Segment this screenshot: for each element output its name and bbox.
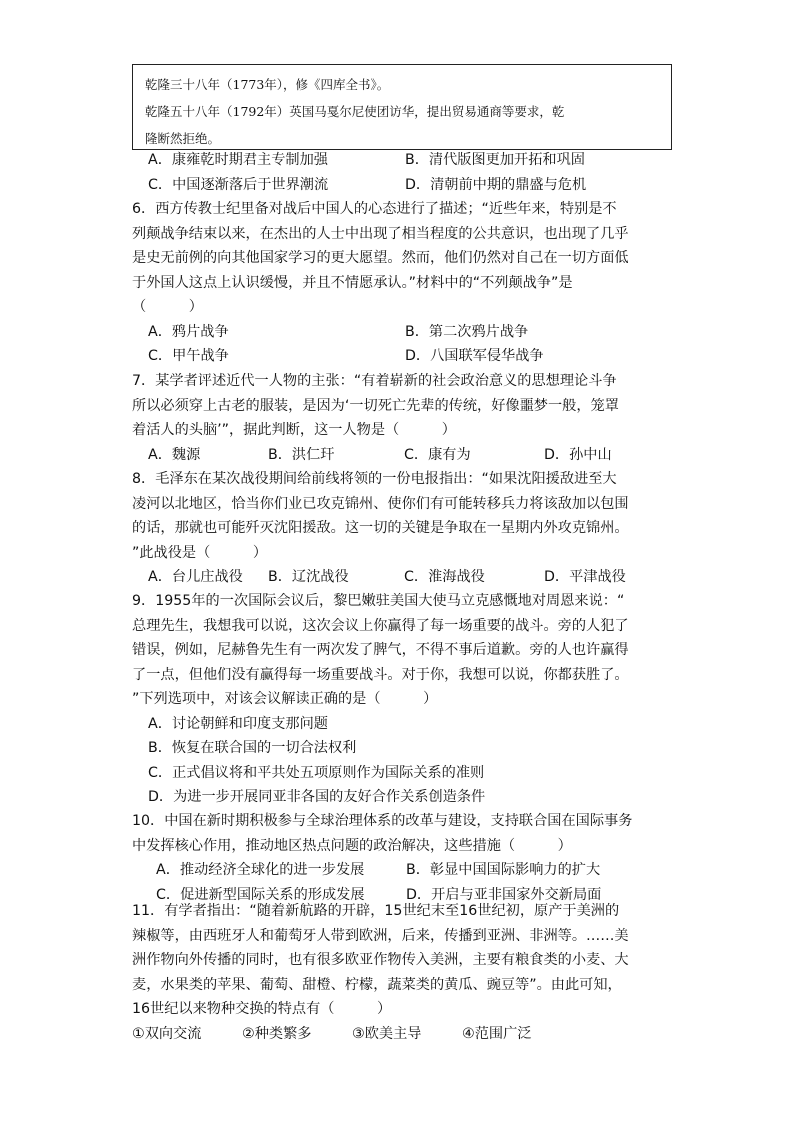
question-text: 9．1955年的一次国际会议后，黎巴嫩驻美国大使马立克感慨地对周恩来说：“ <box>132 593 625 609</box>
question-text: 辣椒等，由西班牙人和葡萄牙人带到欧洲，后来，传播到亚洲、非洲等。……美 <box>132 927 629 944</box>
option-a[interactable]: A．台儿庄战役 <box>148 569 243 585</box>
question-text: 10．中国在新时期积极参与全球治理体系的改革与建设，支持联合国在国际事务 <box>132 813 633 829</box>
question-7 <box>132 369 692 467</box>
option-b[interactable]: B．洪仁玕 <box>268 446 335 463</box>
question-text: 16世纪以来物种交换的特点有（ ） <box>132 1001 392 1017</box>
option-c[interactable]: C．中国逐渐落后于世界潮流 <box>148 176 329 193</box>
question-text: 的话，那就也可能歼灭沈阳援敌。这一切的关键是争取在一星期内外攻克锦州。 <box>132 520 629 536</box>
question-text: 6．西方传教士纪里备对战后中国人的心态进行了描述；“近些年来，特别是不 <box>132 201 617 217</box>
question-text: 是史无前例的向其他国家学习的更大愿望。然而，他们仍然对自己在一切方面低 <box>132 250 629 266</box>
option-b[interactable]: B．清代版图更加开拓和巩固 <box>405 152 585 168</box>
question-text: 中发挥核心作用，推动地区热点问题的政治解决，这些措施（ ） <box>132 837 572 854</box>
question-text: 麦，水果类的苹果、葡萄、甜橙、柠檬，蔬菜类的黄瓜、豌豆等”。由此可知， <box>132 976 622 993</box>
option-b[interactable]: B．恢复在联合国的一切合法权利 <box>148 740 357 756</box>
question-text: 11．有学者指出：“随着新航路的开辟，15世纪末至16世纪初，原产于美洲的 <box>132 903 620 919</box>
question-6 <box>132 197 692 369</box>
option-a[interactable]: A．鸦片战争 <box>148 323 229 340</box>
option-d[interactable]: D．为进一步开展同亚非各国的友好合作关系创造条件 <box>148 789 486 805</box>
option-c[interactable]: C．促进新型国际关系的形成发展 <box>156 886 365 903</box>
option-c[interactable]: C．正式倡议将和平共处五项原则作为国际关系的准则 <box>148 764 485 781</box>
question-text: 着活人的头脑’”，据此判断，这一人物是（ ） <box>132 422 456 438</box>
option-a[interactable]: A．讨论朝鲜和印度支那问题 <box>148 715 328 732</box>
option-d[interactable]: D．清朝前中期的鼎盛与危机 <box>405 176 587 193</box>
question-11 <box>132 899 692 1046</box>
material-line: 隆断然拒绝。 <box>145 131 221 146</box>
option-c[interactable]: C．淮海战役 <box>404 569 485 585</box>
option-d[interactable]: D．孙中山 <box>544 446 612 463</box>
option-2[interactable]: ②种类繁多 <box>242 1025 312 1042</box>
question-text: ”下列选项中，对该会议解读正确的是（ ） <box>132 691 438 707</box>
option-d[interactable]: D．平津战役 <box>544 569 626 585</box>
question-10 <box>132 809 692 907</box>
option-d[interactable]: D．八国联军侵华战争 <box>405 348 544 364</box>
option-a[interactable]: A．推动经济全球化的进一步发展 <box>156 862 365 878</box>
option-d[interactable]: D．开启与亚非国家外交新局面 <box>406 886 602 903</box>
question-text: 凌河以北地区，恰当你们业已攻克锦州、使你们有可能转移兵力将该敌加以包围 <box>132 495 629 512</box>
question-text: 了一点，但他们没有赢得每一场重要战斗。对于你，我想可以说，你都获胜了。 <box>132 666 629 683</box>
question-text: 所以必须穿上古老的服装，是因为‘一切死亡先辈的传统，好像噩梦一般，笼罩 <box>132 397 619 414</box>
material-line: 乾隆五十八年（1792年）英国马戛尔尼使团访华，提出贸易通商等要求，乾 <box>145 104 565 119</box>
option-c[interactable]: C．甲午战争 <box>148 348 229 364</box>
question-text: 总理先生，我想我可以说，这次会议上你赢得了每一场重要的战斗。旁的人犯了 <box>132 617 629 634</box>
question-text: 错误，例如，尼赫鲁先生有一两次发了脾气，不得不事后道歉。旁的人也许赢得 <box>132 642 629 658</box>
question-text: ”此战役是（ ） <box>132 544 268 561</box>
question-text: 于外国人这点上认识缓慢，并且不情愿承认。”材料中的“不列颠战争”是 <box>132 274 573 291</box>
question-text: 7．某学者评述近代一人物的主张：“有着崭新的社会政治意义的思想理论斗争 <box>132 373 617 389</box>
option-a[interactable]: A．康雍乾时期君主专制加强 <box>148 152 328 168</box>
question-9 <box>132 589 692 810</box>
question-text: 列颠战争结束以来，在杰出的人士中出现了相当程度的公共意识，也出现了几乎 <box>132 225 629 242</box>
option-b[interactable]: B．辽沈战役 <box>268 569 349 585</box>
option-c[interactable]: C．康有为 <box>404 446 471 463</box>
question-5-options <box>132 148 692 197</box>
question-text: 洲作物向外传播的同时，也有很多欧亚作物传入美洲，主要有粮食类的小麦、大 <box>132 952 629 968</box>
material-line: 乾隆三十八年（1773年），修《四库全书》。 <box>145 77 390 92</box>
question-8 <box>132 467 692 590</box>
option-a[interactable]: A．魏源 <box>148 446 201 463</box>
material-box <box>132 64 672 150</box>
option-b[interactable]: B．第二次鸦片战争 <box>405 323 529 340</box>
answer-blank: （ ） <box>132 299 203 315</box>
option-3[interactable]: ③欧美主导 <box>352 1025 422 1042</box>
option-1[interactable]: ①双向交流 <box>132 1025 202 1042</box>
option-b[interactable]: B．彰显中国国际影响力的扩大 <box>406 862 601 878</box>
option-4[interactable]: ④范围广泛 <box>462 1025 532 1042</box>
question-text: 8．毛泽东在某次战役期间给前线将领的一份电报指出：“如果沈阳援敌进至大 <box>132 471 617 487</box>
